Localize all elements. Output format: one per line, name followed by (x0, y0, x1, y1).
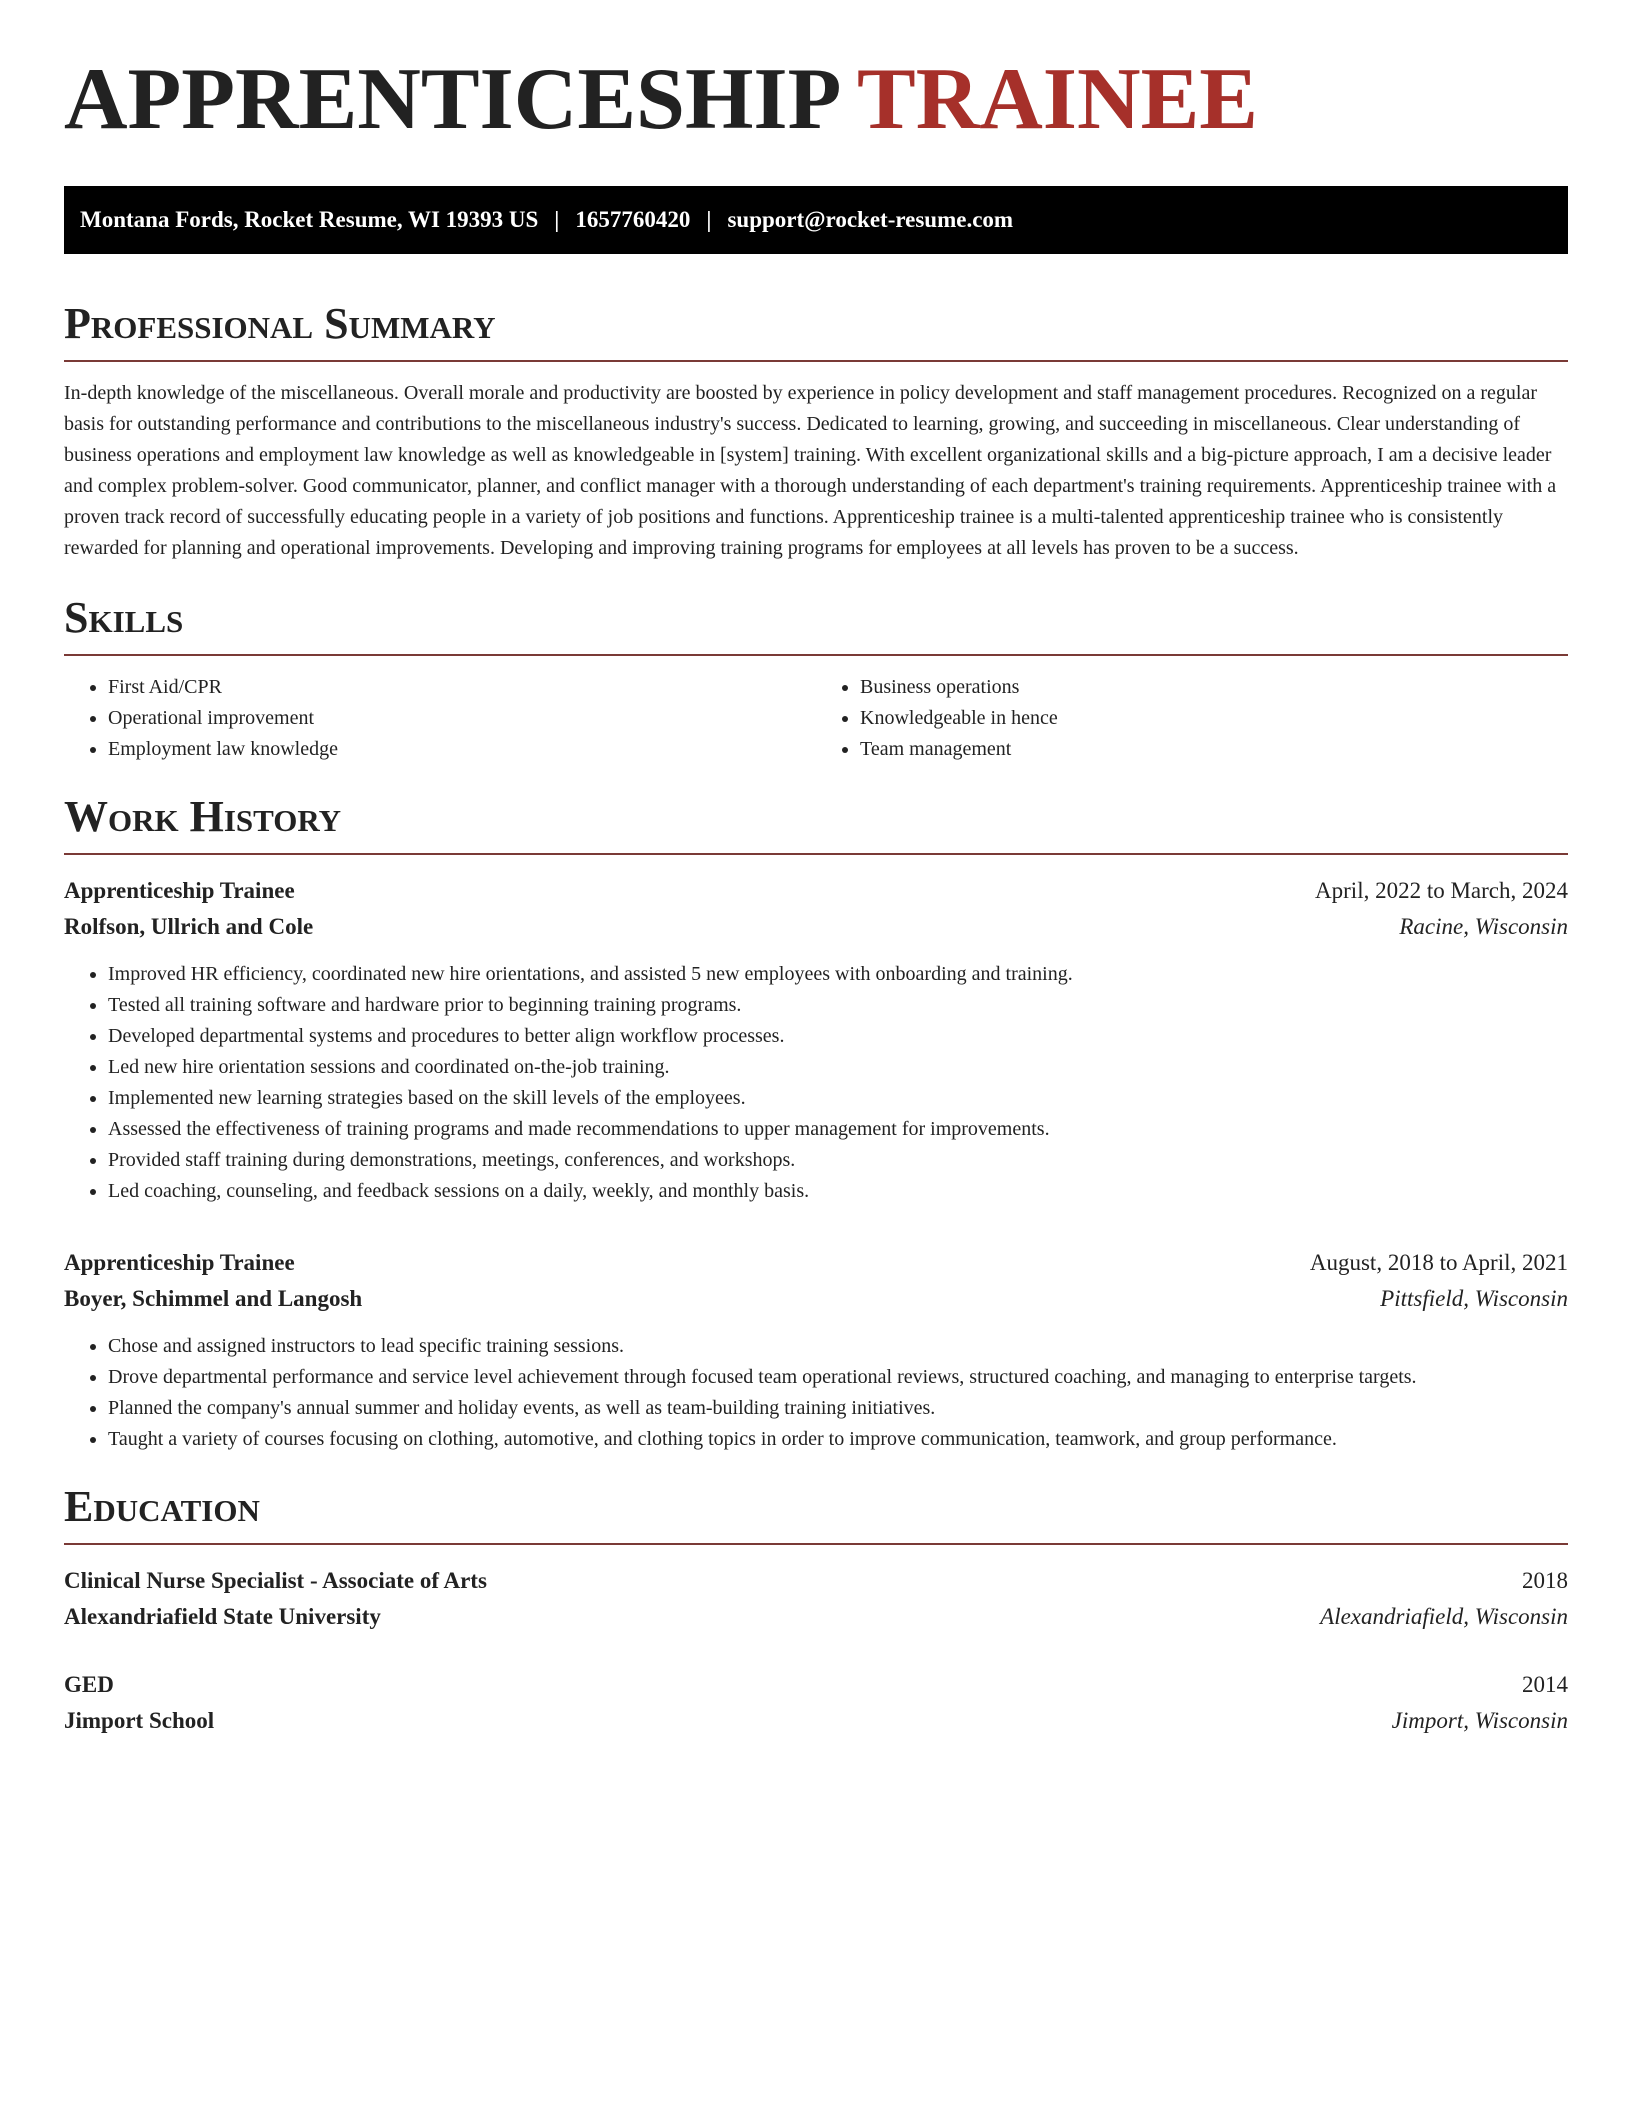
summary-text: In-depth knowledge of the miscellaneous. Overall morale and productivity are boosted by experience in policy development and staff management procedures. Recognized on a regular basis for outstanding performance and contributions to the miscellaneous industry's success. Dedicated to learning, growing, and succeeding in miscellaneous. Clear understanding of business operations and employment law knowledge as well as knowledgeable in [system] training. With excellent organizational skills and a big-picture approach, I am a decisive leader and complex problem-solver. Good communicator, planner, and conflict manager with a thorough understanding of each department's training requirements. Apprenticeship trainee with a proven track record of successfully educating people in a variety of job positions and functions. Apprenticeship trainee is a multi-talented apprenticeship trainee who is consistently rewarded for planning and operational improvements. Developing and improving training programs for employees at all levels has proven to be a success. (64, 382, 1557, 559)
skill-item: • Knowledgeable in hence (860, 703, 1568, 734)
professional-summary-section (64, 299, 1568, 564)
job-bullet: • Led new hire orientation sessions and coordinated on-the-job training. (108, 1052, 1568, 1083)
education-school: Jimport School (64, 1708, 215, 1733)
education-year: 2014 (1522, 1672, 1568, 1697)
skill-item: • Business operations (860, 672, 1568, 703)
education-school: Alexandriafield State University (64, 1604, 381, 1629)
last-name: TRAINEE (857, 51, 1258, 148)
job-company: Boyer, Schimmel and Langosh (64, 1286, 363, 1311)
job-bullet: • Provided staff training during demonstrations, meetings, conferences, and workshops. (108, 1145, 1568, 1176)
job-entry (64, 873, 1568, 1207)
skills-right-list (816, 672, 1568, 765)
job-bullet: • Assessed the effectiveness of training programs and made recommendations to upper management for improvements. (108, 1114, 1568, 1145)
job-bullets (64, 1331, 1568, 1455)
job-bullets (64, 959, 1568, 1207)
job-role: Apprenticeship Trainee (64, 878, 295, 903)
first-name: APPRENTICESHIP (64, 51, 837, 148)
education-school-row (64, 1599, 1568, 1635)
job-bullet: • Led coaching, counseling, and feedback sessions on a daily, weekly, and monthly basis. (108, 1176, 1568, 1207)
skill-item: • Operational improvement (108, 703, 816, 734)
education-entry (64, 1667, 1568, 1739)
skill-item: • Employment law knowledge (108, 734, 816, 765)
education-entry (64, 1563, 1568, 1635)
education-degree: Clinical Nurse Specialist - Associate of Arts (64, 1568, 487, 1593)
candidate-name (64, 51, 1568, 148)
job-bullet: • Drove departmental performance and service level achievement through focused team operational reviews, structured coaching, and managing to enterprise targets. (108, 1362, 1568, 1393)
job-bullet: • Developed departmental systems and procedures to better align workflow processes. (108, 1021, 1568, 1052)
job-dates: August, 2018 to April, 2021 (1309, 1250, 1568, 1275)
section-title-education: Education (64, 1485, 1568, 1545)
education-degree-row (64, 1563, 1568, 1599)
work-history-section (64, 792, 1568, 1455)
skill-item: • Team management (860, 734, 1568, 765)
contact-separator: | (554, 207, 560, 232)
job-header-row (64, 1245, 1568, 1281)
skills-section (64, 593, 1568, 765)
job-bullet: • Improved HR efficiency, coordinated new hire orientations, and assisted 5 new employees with onboarding and training. (108, 959, 1568, 990)
job-company: Rolfson, Ullrich and Cole (64, 914, 314, 939)
skills-left-list (64, 672, 816, 765)
job-bullet: • Tested all training software and hardware prior to beginning training programs. (108, 990, 1568, 1021)
section-title-skills: Skills (64, 596, 1568, 656)
job-dates: April, 2022 to March, 2024 (1315, 878, 1568, 903)
section-title-summary: Professional Summary (64, 302, 1568, 362)
job-bullet: • Chose and assigned instructors to lead specific training sessions. (108, 1331, 1568, 1362)
contact-separator: | (706, 207, 712, 232)
job-role: Apprenticeship Trainee (64, 1250, 295, 1275)
contact-phone: 1657760420 (575, 207, 691, 232)
job-location: Pittsfield, Wisconsin (1380, 1286, 1568, 1311)
job-bullet: • Planned the company's annual summer and holiday events, as well as team-building training initiatives. (108, 1393, 1568, 1424)
job-company-row (64, 909, 1568, 945)
section-title-work: Work History (64, 795, 1568, 855)
education-section (64, 1482, 1568, 1739)
job-entry (64, 1245, 1568, 1455)
skill-item: • First Aid/CPR (108, 672, 816, 703)
contact-address: Montana Fords, Rocket Resume, WI 19393 US (80, 207, 539, 232)
job-bullet: • Taught a variety of courses focusing on clothing, automotive, and clothing topics in order to improve communication, teamwork, and group performance. (108, 1424, 1568, 1455)
education-location: Alexandriafield, Wisconsin (1320, 1604, 1568, 1629)
job-company-row (64, 1281, 1568, 1317)
job-header-row (64, 873, 1568, 909)
education-location: Jimport, Wisconsin (1391, 1708, 1568, 1733)
job-location: Racine, Wisconsin (1399, 914, 1568, 939)
contact-bar (64, 186, 1568, 254)
contact-email: support@rocket-resume.com (727, 207, 1014, 232)
job-bullet: • Implemented new learning strategies based on the skill levels of the employees. (108, 1083, 1568, 1114)
skills-columns (64, 672, 1568, 765)
education-school-row (64, 1703, 1568, 1739)
education-degree-row (64, 1667, 1568, 1703)
education-year: 2018 (1522, 1568, 1568, 1593)
education-degree: GED (64, 1672, 114, 1697)
